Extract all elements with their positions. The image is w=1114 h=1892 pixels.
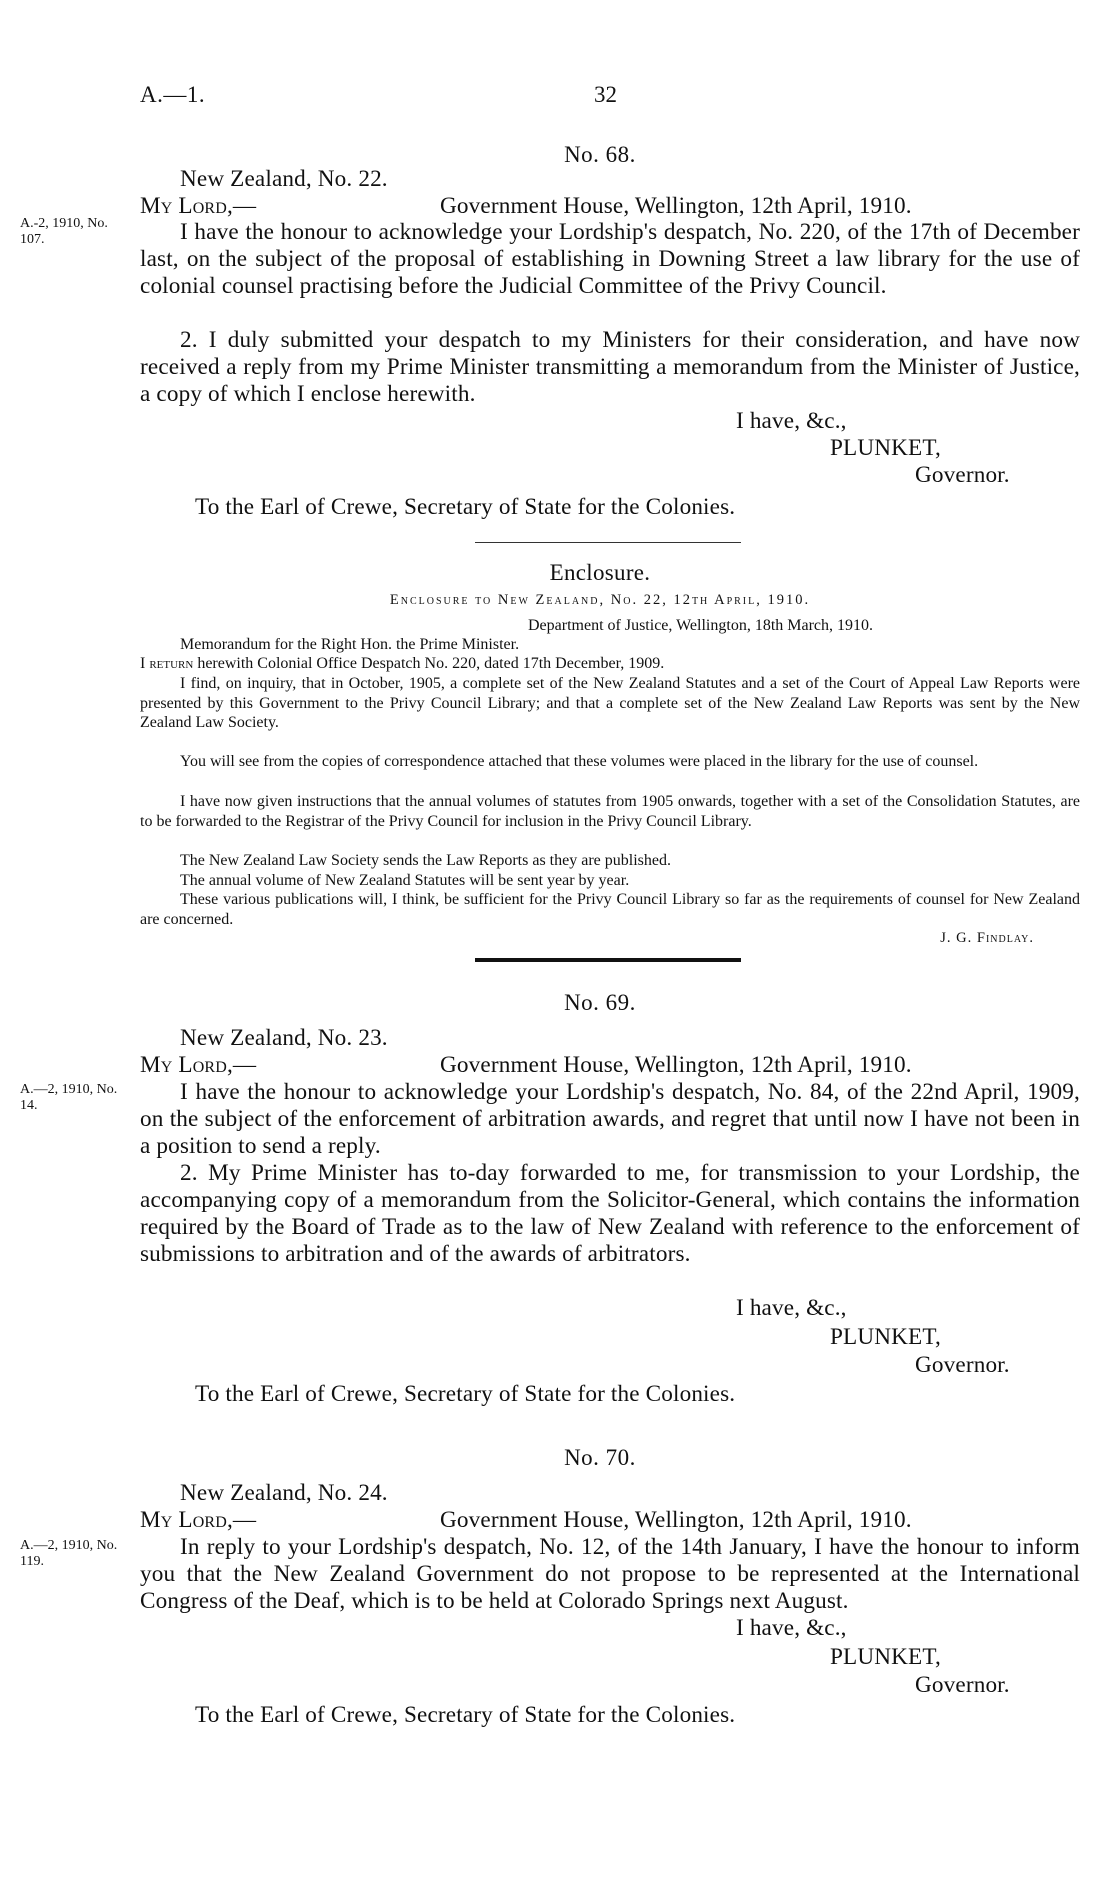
letter-68-paragraph-2: 2. I duly submitted your despatch to my Ministers for their consideration, and have now received a reply from my Prime Minister transmitting a memorandum from the Minister of Justice, a copy of which I enclose herewith. — [140, 327, 1080, 407]
letter-69-addressee: To the Earl of Crewe, Secretary of State for the Colonies. — [195, 1381, 736, 1407]
enclosure-signature: J. G. Findlay. — [940, 930, 1034, 946]
letter-68-address: Government House, Wellington, 12th April, 1910. — [440, 193, 912, 219]
letter-68-signatory-title: Governor. — [915, 462, 1010, 488]
letter-69-address: Government House, Wellington, 12th April, 1910. — [440, 1052, 912, 1078]
letter-69-closing: I have, &c., — [736, 1295, 847, 1321]
letter-70-nz-number: New Zealand, No. 24. — [180, 1480, 388, 1506]
divider-thick — [475, 958, 741, 962]
letter-69-signatory: PLUNKET, — [830, 1324, 941, 1350]
letter-70-address: Government House, Wellington, 12th April, 1910. — [440, 1507, 912, 1533]
enclosure-paragraph-6: These various publications will, I think, be sufficient for the Privy Council Library so far as the requirements of counsel for New Zealand are concerned. — [140, 891, 1080, 928]
page-number: 32 — [594, 82, 617, 107]
enclosure-memo-heading: Memorandum for the Right Hon. the Prime Minister. — [180, 636, 520, 653]
enclosure-paragraph-2: You will see from the copies of correspondence attached that these volumes were placed in the library for the use of counsel. — [180, 753, 979, 770]
letter-69-salutation: My Lord,— — [140, 1052, 257, 1078]
page-header-ref: A.—1. — [140, 82, 206, 107]
letter-number-69: No. 69. — [564, 990, 636, 1015]
enclosure-department: Department of Justice, Wellington, 18th March, 1910. — [528, 617, 874, 634]
letter-68-nz-number: New Zealand, No. 22. — [180, 166, 388, 192]
letter-68-margin-ref: A.-2, 1910, No. 107. — [20, 216, 108, 247]
letter-69-paragraph-2: 2. My Prime Minister has to-day forwarded to me, for transmission to your Lordship, the accompanying copy of a memorandum from the Solicitor-General, which contains the information required by the Board of Trade as to the law of New Zealand with reference to the enforcement of submissions to arbitration and of the awards of arbitrators. — [140, 1160, 1080, 1267]
letter-68-paragraph-1: I have the honour to acknowledge your Lordship's despatch, No. 220, of the 17th of December last, on the subject of the proposal of establishing in Downing Street a law library for the use of colonial counsel practising before the Judicial Committee of the Privy Council. — [140, 219, 1080, 299]
enclosure-paragraph-4: The New Zealand Law Society sends the Law Reports as they are published. — [180, 852, 671, 869]
letter-69-paragraph-1: I have the honour to acknowledge your Lordship's despatch, No. 84, of the 22nd April, 1909, on the subject of the enforcement of arbitration awards, and regret that until now I have not been in a position to send a reply. — [140, 1079, 1080, 1159]
letter-70-signatory: PLUNKET, — [830, 1644, 941, 1670]
enclosure-title: Enclosure. — [549, 560, 651, 585]
divider-thin — [475, 542, 741, 543]
enclosure-paragraph-3: I have now given instructions that the annual volumes of statutes from 1905 onwards, together with a set of the Consolidation Statutes, are to be forwarded to the Registrar of the Privy Council for inclusion in the Privy Council Library. — [140, 793, 1080, 830]
enclosure-subtitle: Enclosure to New Zealand, No. 22, 12th April, 1910. — [389, 592, 811, 608]
letter-68-addressee: To the Earl of Crewe, Secretary of State for the Colonies. — [195, 494, 736, 520]
letter-69-signatory-title: Governor. — [915, 1352, 1010, 1378]
letter-70-closing: I have, &c., — [736, 1615, 847, 1641]
enclosure-paragraph-1: I find, on inquiry, that in October, 1905, a complete set of the New Zealand Statutes and a set of the Court of Appeal Law Reports were presented by this Government to the Privy Council Library; and that a complete set of the New Zealand Law Reports was sent by the New Zealand Law Society. — [140, 675, 1080, 731]
letter-70-addressee: To the Earl of Crewe, Secretary of State for the Colonies. — [195, 1702, 736, 1728]
letter-70-margin-ref: A.—2, 1910, No. 119. — [20, 1538, 118, 1569]
letter-68-signatory: PLUNKET, — [830, 435, 941, 461]
letter-70-signatory-title: Governor. — [915, 1672, 1010, 1698]
letter-69-nz-number: New Zealand, No. 23. — [180, 1025, 388, 1051]
enclosure-return-line: I return herewith Colonial Office Despatch No. 220, dated 17th December, 1909. — [140, 655, 665, 672]
letter-number-70: No. 70. — [564, 1445, 636, 1470]
enclosure-paragraph-5: The annual volume of New Zealand Statutes will be sent year by year. — [180, 872, 630, 889]
letter-number-68: No. 68. — [564, 142, 636, 167]
letter-70-salutation: My Lord,— — [140, 1507, 257, 1533]
letter-69-margin-ref: A.—2, 1910, No. 14. — [20, 1082, 118, 1113]
letter-70-paragraph-1: In reply to your Lordship's despatch, No. 12, of the 14th January, I have the honour to inform you that the New Zealand Government do not propose to be represented at the International Congress of the Deaf, which is to be held at Colorado Springs next August. — [140, 1534, 1080, 1614]
letter-68-closing: I have, &c., — [736, 408, 847, 434]
letter-68-salutation: My Lord,— — [140, 193, 257, 219]
